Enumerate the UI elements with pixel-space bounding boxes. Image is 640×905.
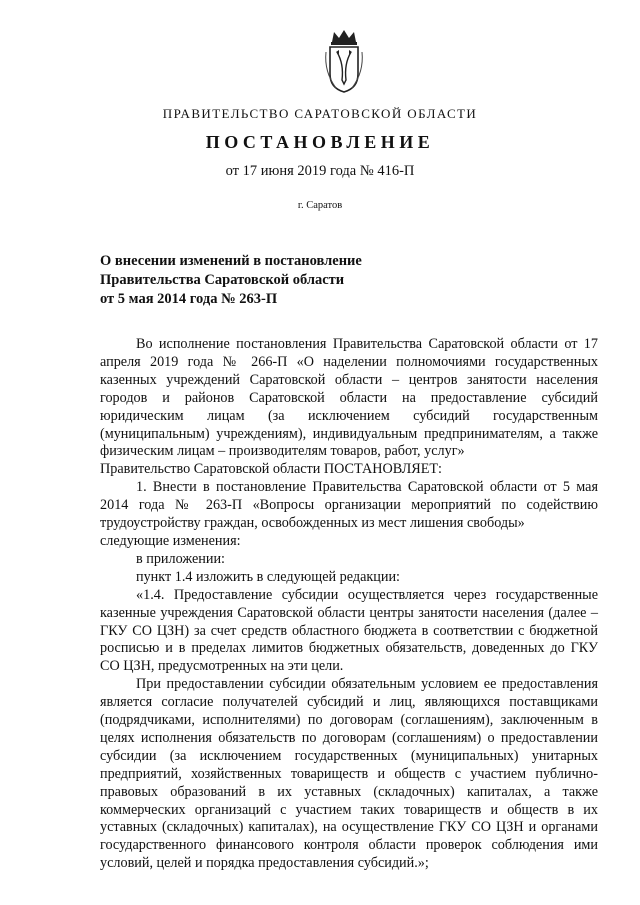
paragraph: Во исполнение постановления Правительства Саратовской области от 17 апреля 2019 года № 266-П «О наделении полномочиями государственных казенных учреждений Саратовской области – центров занятости населения городов и районов Саратовской области на предоставление субсидий юридическим лицам (за исключением субсидий государственным (муниципальным) учреждениям), индивидуальным предпринимателям, а также физическим лицам – производителям товаров, работ, услуг» (100, 336, 598, 460)
document-city: г. Саратов (297, 200, 343, 211)
saratov-coat-of-arms-icon (322, 28, 366, 94)
document-subject (100, 252, 420, 309)
document-date-number: от 17 июня 2019 года № 416-П (225, 163, 415, 179)
paragraph: в приложении: (136, 550, 225, 567)
paragraph: Правительство Саратовской области ПОСТАНОВЛЯЕТ: (100, 461, 443, 478)
document-type: ПОСТАНОВЛЕНИЕ (205, 132, 435, 152)
paragraph: 1. Внести в постановление Правительства Саратовской области от 5 мая 2014 года № 263-П «Вопросы организации мероприятий по содействию трудоустройству граждан, освобожденных из мест лишения свободы» (100, 479, 598, 532)
paragraph: пункт 1.4 изложить в следующей редакции: (136, 568, 400, 585)
subject-line: от 5 мая 2014 года № 263-П (100, 291, 278, 307)
paragraph: При предоставлении субсидии обязательным условием ее предоставления является согласие получателей субсидий и лиц, являющихся поставщиками (подрядчиками, исполнителями) по договорам (соглашениям), заключенным в целях исполнения обязательств по договорам (соглашениям) о предоставлении субсидии (за исключением государственных (муниципальных) унитарных предприятий, хозяйственных товариществ и обществ с участием публично-правовых образований в их уставных (складочных) капиталах, а также коммерческих организаций с участием таких товариществ и обществ в их уставных (складочных) капиталах), на осуществление ГКУ СО ЦЗН и органами государственного финансового контроля области проверок соблюдения ими условий, целей и порядка предоставления субсидий.»; (100, 676, 598, 872)
paragraph: «1.4. Предоставление субсидии осуществляется через государственные казенные учреждения Саратовской области центры занятости населения (далее – ГКУ СО ЦЗН) за счет средств областного бюджета в соответствии с бюджетной росписью и в пределах лимитов бюджетных обязательств, доведенных до ГКУ СО ЦЗН, предусмотренных на эти цели. (100, 586, 598, 675)
subject-line: О внесении изменений в постановление (100, 253, 362, 269)
subject-line: Правительства Саратовской области (100, 272, 345, 288)
document-body (100, 336, 598, 873)
government-name: ПРАВИТЕЛЬСТВО САРАТОВСКОЙ ОБЛАСТИ (162, 106, 478, 121)
paragraph: следующие изменения: (100, 532, 241, 549)
